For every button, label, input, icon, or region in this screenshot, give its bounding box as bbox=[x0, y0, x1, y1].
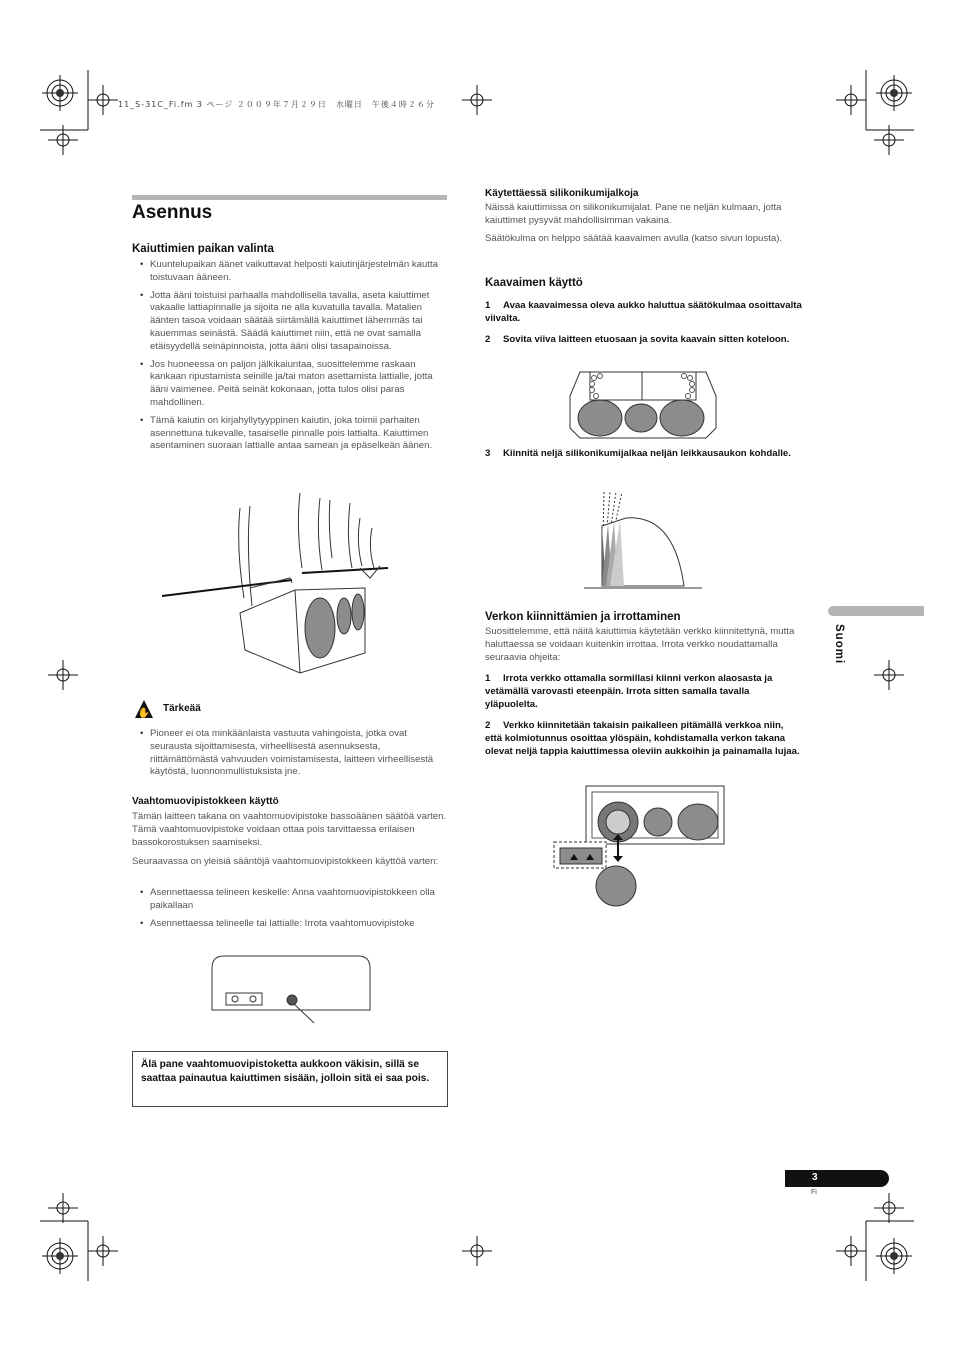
page-number-pill bbox=[785, 1170, 889, 1187]
grille-paragraph: Suosittelemme, että näitä kaiuttimia käytetään verkko kiinnitettynä, mutta haluttaessa se voidaan kuitenkin irrottaa. Irrota verkko noudattamalla seuraavia ohjeita: bbox=[485, 626, 795, 663]
foam-paragraph-1: Tämän laitteen takana on vaahtomuovipistoke bassoäänen säätöä varten. Tämä vaahtomuovipistoke voidaan ottaa pois tarvittaessa erilaisen bassokorostuksen saamiseksi. bbox=[132, 811, 447, 848]
language-tab-bar bbox=[828, 606, 924, 616]
foam-heading: Vaahtomuovipistokkeen käyttö bbox=[132, 796, 279, 807]
grille-step-1: 1 Irrota verkko ottamalla sormillasi kiinni verkon alaosasta ja vetämällä varovasti eteenpäin. Irrota sitten samalla tavalla yläpuolelta. bbox=[485, 673, 773, 710]
important-list bbox=[132, 728, 450, 784]
foam-warning-box: Älä pane vaahtomuovipistoketta aukkoon väkisin, sillä se saattaa painautua kaiuttimen sisään, jolloin sitä ei saa pois. bbox=[132, 1051, 448, 1107]
foam-list bbox=[132, 887, 450, 935]
template-fit-illustration bbox=[568, 368, 718, 440]
silicone-paragraph-2: Säätökulma on helppo säätää kaavaimen avulla (katso sivun lopusta). bbox=[485, 233, 783, 244]
svg-text:✋: ✋ bbox=[137, 708, 151, 719]
print-header: 11_S-31C_Fi.fm 3 ページ ２００９年７月２９日 水曜日 午後４時２６分 bbox=[118, 100, 435, 109]
list-item: • Kuuntelupaikan äänet vaikuttavat helposti kaiutinjärjestelmän kautta toistuvaan ääneen. bbox=[132, 259, 450, 285]
template-step-1: 1 Avaa kaavaimessa oleva aukko haluttua säätökulmaa osoittavalta viivalta. bbox=[485, 300, 802, 324]
list-item: • Asennettaessa telineen keskelle: Anna vaahtomuovipistokkeen olla paikallaan bbox=[132, 887, 450, 913]
language-tab-label: Suomi bbox=[833, 624, 845, 665]
grille-step-2: 2 Verkko kiinnitetään takaisin paikalleen pitämällä verkkoa niin, että kolmiotunnus osoittaa ylöspäin, kohdistamalla verkon takana olevat neljä tappia kaiuttimessa oleviin aukkoihin ja painamalla lujaa. bbox=[485, 720, 800, 757]
grille-heading: Verkon kiinnittämien ja irrottaminen bbox=[485, 611, 681, 623]
placement-heading: Kaiuttimien paikan valinta bbox=[132, 243, 274, 255]
list-item: • Pioneer ei ota minkäänlaista vastuuta vahingoista, jotka ovat seurausta sijoittamisesta, virheellisestä asennuksesta, riittämättömästä vahvuuden voimistamisesta, laitteen virheellisestä käytöstä, luonnonmullistuksista jne. bbox=[132, 728, 450, 779]
silicone-paragraph-1: Näissä kaiuttimissa on silikonikumijalat. Pane ne neljän kulmaan, jotta kaiuttimet pysyvät mahdollisimman vakaina. bbox=[485, 202, 782, 226]
foam-paragraph-2: Seuraavassa on yleisiä sääntöjä vaahtomuovipistokkeen käyttöä varten: bbox=[132, 856, 439, 867]
template-heading: Kaavaimen käyttö bbox=[485, 277, 583, 289]
template-step-2: 2 Sovita viiva laitteen etuosaan ja sovita kaavain sitten koteloon. bbox=[485, 334, 790, 345]
important-label: Tärkeää bbox=[163, 703, 201, 714]
list-item: • Tämä kaiutin on kirjahyllytyyppinen kaiutin, joka toimii parhaiten asennettuna tukevalle, tasaiselle pinnalle pois lattialta. Kaiuttimen asentaminen suoraan lattialle antaa samean ja epäselkeän äänen. bbox=[132, 415, 450, 453]
list-item: • Asennettaessa telineelle tai lattialle: Irrota vaahtomuovipistoke bbox=[132, 918, 450, 931]
template-step-3: 3 Kiinnitä neljä silikonikumijalkaa neljän leikkausaukon kohdalle. bbox=[485, 448, 791, 459]
list-item: • Jotta ääni toistuisi parhaalla mahdollisella tavalla, aseta kaiuttimet vakaalle lattiapinnalle ja sijoita ne alla kuvatulla tavalla. Matalien äänten tasoa voidaan säätää siirtämällä kaiuttimet lähemmäs tai kauemmas seinästä. Säädä kaiuttimet niin, että ne ovat samalla etäisyydellä seinäpinnoista, jotta ääni olisi tasapainoissa. bbox=[132, 290, 450, 354]
warning-icon bbox=[134, 699, 154, 719]
page-number: 3 bbox=[812, 1172, 818, 1183]
room-placement-illustration bbox=[160, 488, 392, 678]
angle-template-illustration bbox=[584, 490, 704, 590]
silicone-heading: Käytettäessä silikonikumijalkoja bbox=[485, 188, 639, 199]
list-item: • Jos huoneessa on paljon jälkikaiuntaa, suosittelemme raskaan kankaan ripustamista seinille ja/tai maton asettamista lattialle, jotta ääni vaimenee. Peitä seinät kokonaan, jotta tulos olisi paras mahdollinen. bbox=[132, 359, 450, 410]
language-code: Fi bbox=[811, 1189, 817, 1196]
grille-attach-illustration bbox=[552, 784, 728, 908]
placement-list bbox=[132, 259, 450, 458]
title-rule bbox=[132, 195, 447, 200]
speaker-rear-illustration bbox=[208, 950, 374, 1028]
page-title: Asennus bbox=[132, 202, 213, 223]
